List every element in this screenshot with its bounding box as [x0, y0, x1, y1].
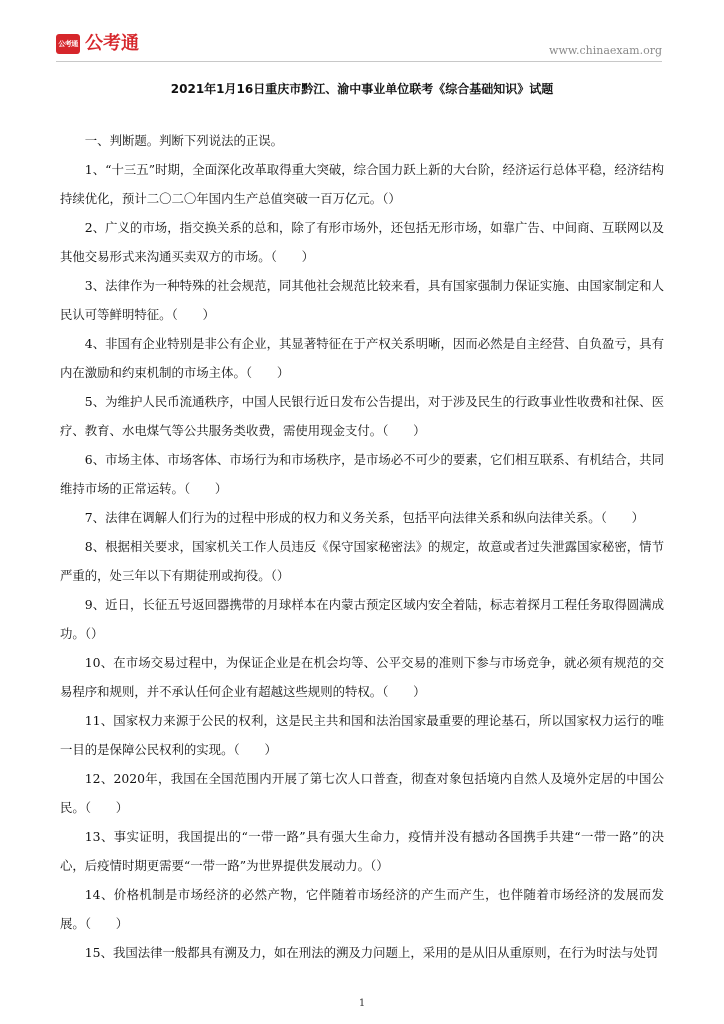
logo-badge-icon: 公考通 — [56, 34, 80, 54]
site-logo[interactable] — [56, 34, 139, 54]
question-1: 1、“十三五”时期，全面深化改革取得重大突破，综合国力跃上新的大台阶，经济运行总体平稳，经济结构持续优化，预计二〇二〇年国内生产总值突破一百万亿元。（） — [60, 162, 664, 206]
logo-text: 公考通 — [85, 33, 139, 54]
page-header — [0, 0, 724, 66]
question-15: 15、我国法律一般都具有溯及力，如在刑法的溯及力问题上，采用的是从旧从重原则，在行为时法与处罚 — [84, 945, 659, 960]
document-title: 2021年1月16日重庆市黔江、渝中事业单位联考《综合基础知识》试题 — [170, 82, 554, 96]
site-url[interactable]: www.chinaexam.org — [549, 44, 662, 57]
question-5: 5、为维护人民币流通秩序，中国人民银行近日发布公告提出，对于涉及民生的行政事业性收费和社保、医疗、教育、水电煤气等公共服务类收费，需使用现金支付。（ ） — [60, 394, 664, 438]
document-body — [60, 126, 664, 967]
question-8: 8、根据相关要求，国家机关工作人员违反《保守国家秘密法》的规定，故意或者过失泄露国家秘密，情节严重的，处三年以下有期徒刑或拘役。（） — [60, 539, 664, 583]
question-13: 13、事实证明，我国提出的“一带一路”具有强大生命力，疫情并没有撼动各国携手共建“一带一路”的决心，后疫情时期更需要“一带一路”为世界提供发展动力。（） — [60, 829, 664, 873]
section-heading: 一、判断题。判断下列说法的正误。 — [84, 133, 284, 148]
question-9: 9、近日，长征五号返回器携带的月球样本在内蒙古预定区域内安全着陆，标志着探月工程任务取得圆满成功。（） — [60, 597, 664, 641]
question-2: 2、广义的市场，指交换关系的总和，除了有形市场外，还包括无形市场，如靠广告、中间商、互联网以及其他交易形式来沟通买卖双方的市场。（ ） — [60, 220, 664, 264]
question-3: 3、法律作为一种特殊的社会规范，同其他社会规范比较来看，具有国家强制力保证实施、由国家制定和人民认可等鲜明特征。（ ） — [60, 278, 664, 322]
header-divider — [56, 61, 662, 62]
question-11: 11、国家权力来源于公民的权利，这是民主共和国和法治国家最重要的理论基石，所以国家权力运行的唯一目的是保障公民权利的实现。（ ） — [60, 713, 664, 757]
question-7: 7、法律在调解人们行为的过程中形成的权力和义务关系，包括平向法律关系和纵向法律关系。（ ） — [84, 510, 645, 525]
question-12: 12、2020年，我国在全国范围内开展了第七次人口普查，彻查对象包括境内自然人及境外定居的中国公民。（ ） — [60, 771, 664, 815]
question-14: 14、价格机制是市场经济的必然产物，它伴随着市场经济的产生而产生，也伴随着市场经济的发展而发展。（ ） — [60, 887, 664, 931]
question-6: 6、市场主体、市场客体、市场行为和市场秩序，是市场必不可少的要素，它们相互联系、有机结合，共同维持市场的正常运转。（ ） — [60, 452, 664, 496]
question-10: 10、在市场交易过程中，为保证企业是在机会均等、公平交易的准则下参与市场竞争，就必须有规范的交易程序和规则，并不承认任何企业有超越这些规则的特权。（ ） — [60, 655, 664, 699]
question-4: 4、非国有企业特别是非公有企业，其显著特征在于产权关系明晰，因而必然是自主经营、自负盈亏，具有内在激励和约束机制的市场主体。（ ） — [60, 336, 664, 380]
page-number: 1 — [358, 998, 366, 1009]
